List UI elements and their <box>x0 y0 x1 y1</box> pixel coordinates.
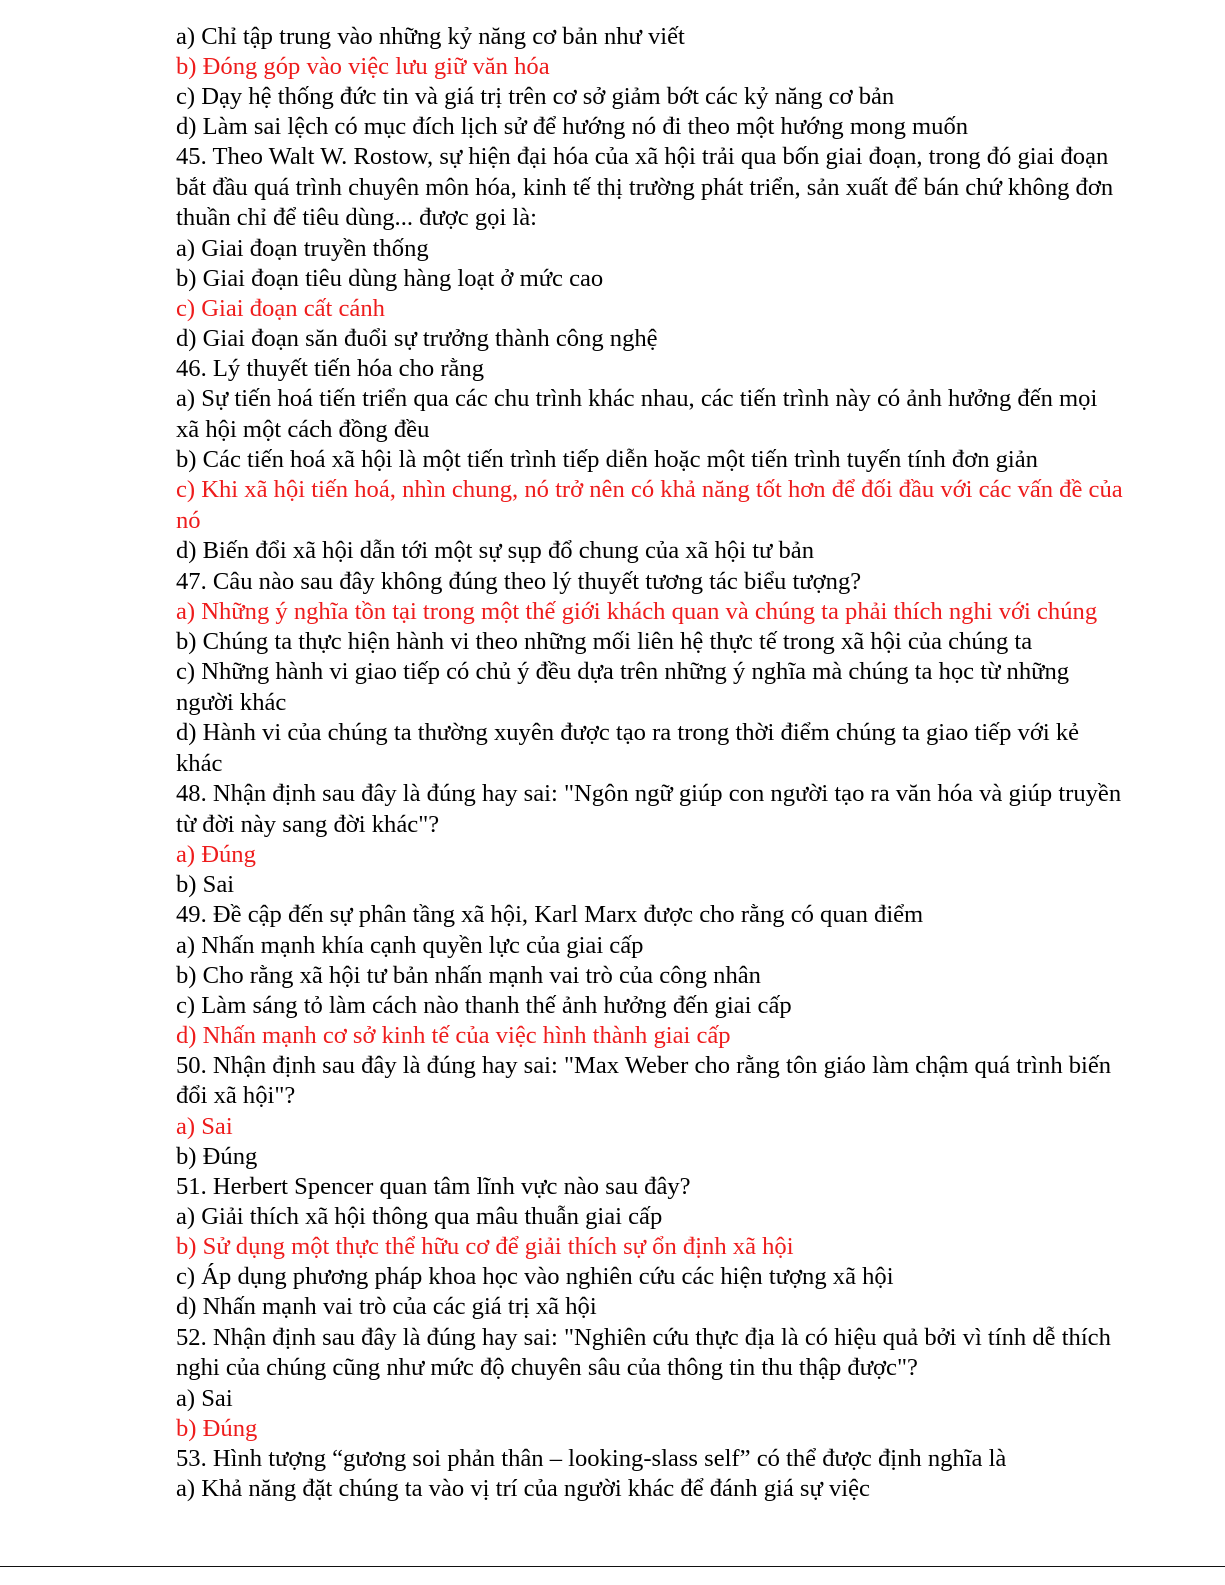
answer-option: a) Sự tiến hoá tiến triển qua các chu trình khác nhau, các tiến trình này có ảnh hưởng đến mọi xã hội một cách đồng đều <box>176 385 1098 443</box>
answer-option: c) Dạy hệ thống đức tin và giá trị trên cơ sở giảm bớt các kỷ năng cơ bản <box>176 83 895 111</box>
answer-option: d) Hành vi của chúng ta thường xuyên được tạo ra trong thời điểm chúng ta giao tiếp với kẻ khác <box>176 719 1080 777</box>
answer-option: c) Áp dụng phương pháp khoa học vào nghiên cứu các hiện tượng xã hội <box>176 1263 894 1291</box>
answer-option: b) Cho rằng xã hội tư bản nhấn mạnh vai trò của công nhân <box>176 961 761 989</box>
answer-option: a) Chỉ tập trung vào những kỷ năng cơ bản như viết <box>176 23 685 50</box>
answer-option: d) Nhấn mạnh vai trò của các giá trị xã hội <box>176 1293 597 1321</box>
answer-option-correct: d) Nhấn mạnh cơ sở kinh tế của việc hình thành giai cấp <box>176 1021 731 1049</box>
answer-option-correct: b) Đóng góp vào việc lưu giữ văn hóa <box>176 53 550 81</box>
answer-option: d) Làm sai lệch có mục đích lịch sử để hướng nó đi theo một hướng mong muốn <box>176 113 969 141</box>
answer-option: c) Làm sáng tỏ làm cách nào thanh thế ảnh hưởng đến giai cấp <box>176 991 792 1019</box>
answer-option: d) Giai đoạn săn đuổi sự trưởng thành công nghệ <box>176 325 658 353</box>
answer-option-correct: c) Khi xã hội tiến hoá, nhìn chung, nó trở nên có khả năng tốt hơn để đối đầu với các vấn đề của nó <box>176 476 1123 534</box>
question-45: 45. Theo Walt W. Rostow, sự hiện đại hóa của xã hội trải qua bốn giai đoạn, trong đó giai đoạn bắt đầu quá trình chuyên môn hóa, kinh tế thị trường phát triển, sản xuất để bán chứ không đơn thuần chỉ để tiêu dùng... được gọi là: <box>176 143 1114 232</box>
question-46: 46. Lý thuyết tiến hóa cho rằng <box>176 355 485 383</box>
answer-option-correct: b) Đúng <box>176 1414 258 1442</box>
answer-option: b) Chúng ta thực hiện hành vi theo những mối liên hệ thực tế trong xã hội của chúng ta <box>176 628 1033 656</box>
answer-option: a) Giải thích xã hội thông qua mâu thuẫn giai cấp <box>176 1203 663 1231</box>
page-bottom-divider <box>0 1566 1225 1567</box>
answer-option-correct: a) Đúng <box>176 841 256 869</box>
question-50: 50. Nhận định sau đây là đúng hay sai: "Max Weber cho rằng tôn giáo làm chậm quá trình biến đổi xã hội"? <box>176 1051 1112 1110</box>
answer-option-correct: a) Sai <box>176 1112 233 1140</box>
answer-option: c) Những hành vi giao tiếp có chủ ý đều dựa trên những ý nghĩa mà chúng ta học từ những người khác <box>176 658 1070 716</box>
question-51: 51. Herbert Spencer quan tâm lĩnh vực nào sau đây? <box>176 1173 691 1201</box>
question-48: 48. Nhận định sau đây là đúng hay sai: "Ngôn ngữ giúp con người tạo ra văn hóa và giúp truyền từ đời này sang đời khác"? <box>176 780 1122 838</box>
answer-option: d) Biến đổi xã hội dẫn tới một sự sụp đổ chung của xã hội tư bản <box>176 537 815 565</box>
answer-option: b) Đúng <box>176 1142 258 1170</box>
document-page <box>176 22 1126 1504</box>
answer-option: a) Nhấn mạnh khía cạnh quyền lực của giai cấp <box>176 931 644 959</box>
question-47: 47. Câu nào sau đây không đúng theo lý thuyết tương tác biểu tượng? <box>176 567 862 595</box>
answer-option: a) Giai đoạn truyền thống <box>176 234 429 262</box>
answer-option: a) Sai <box>176 1384 233 1412</box>
question-49: 49. Đề cập đến sự phân tầng xã hội, Karl Marx được cho rằng có quan điểm <box>176 901 924 929</box>
answer-option: b) Giai đoạn tiêu dùng hàng loạt ở mức cao <box>176 264 604 292</box>
answer-option-correct: b) Sử dụng một thực thể hữu cơ để giải thích sự ổn định xã hội <box>176 1233 794 1261</box>
answer-option: b) Các tiến hoá xã hội là một tiến trình tiếp diễn hoặc một tiến trình tuyến tính đơn giản <box>176 446 1038 474</box>
question-53: 53. Hình tượng “gương soi phản thân – looking-slass self” có thể được định nghĩa là <box>176 1444 1007 1472</box>
answer-option: a) Khả năng đặt chúng ta vào vị trí của người khác để đánh giá sự việc <box>176 1474 870 1502</box>
question-52: 52. Nhận định sau đây là đúng hay sai: "Nghiên cứu thực địa là có hiệu quả bởi vì tính dễ thích nghi của chúng cũng như mức độ chuyên sâu của thông tin thu thập được"? <box>176 1323 1111 1382</box>
answer-option-correct: a) Những ý nghĩa tồn tại trong một thế giới khách quan và chúng ta phải thích nghi với chúng <box>176 597 1098 625</box>
answer-option-correct: c) Giai đoạn cất cánh <box>176 295 385 323</box>
answer-option: b) Sai <box>176 871 235 899</box>
